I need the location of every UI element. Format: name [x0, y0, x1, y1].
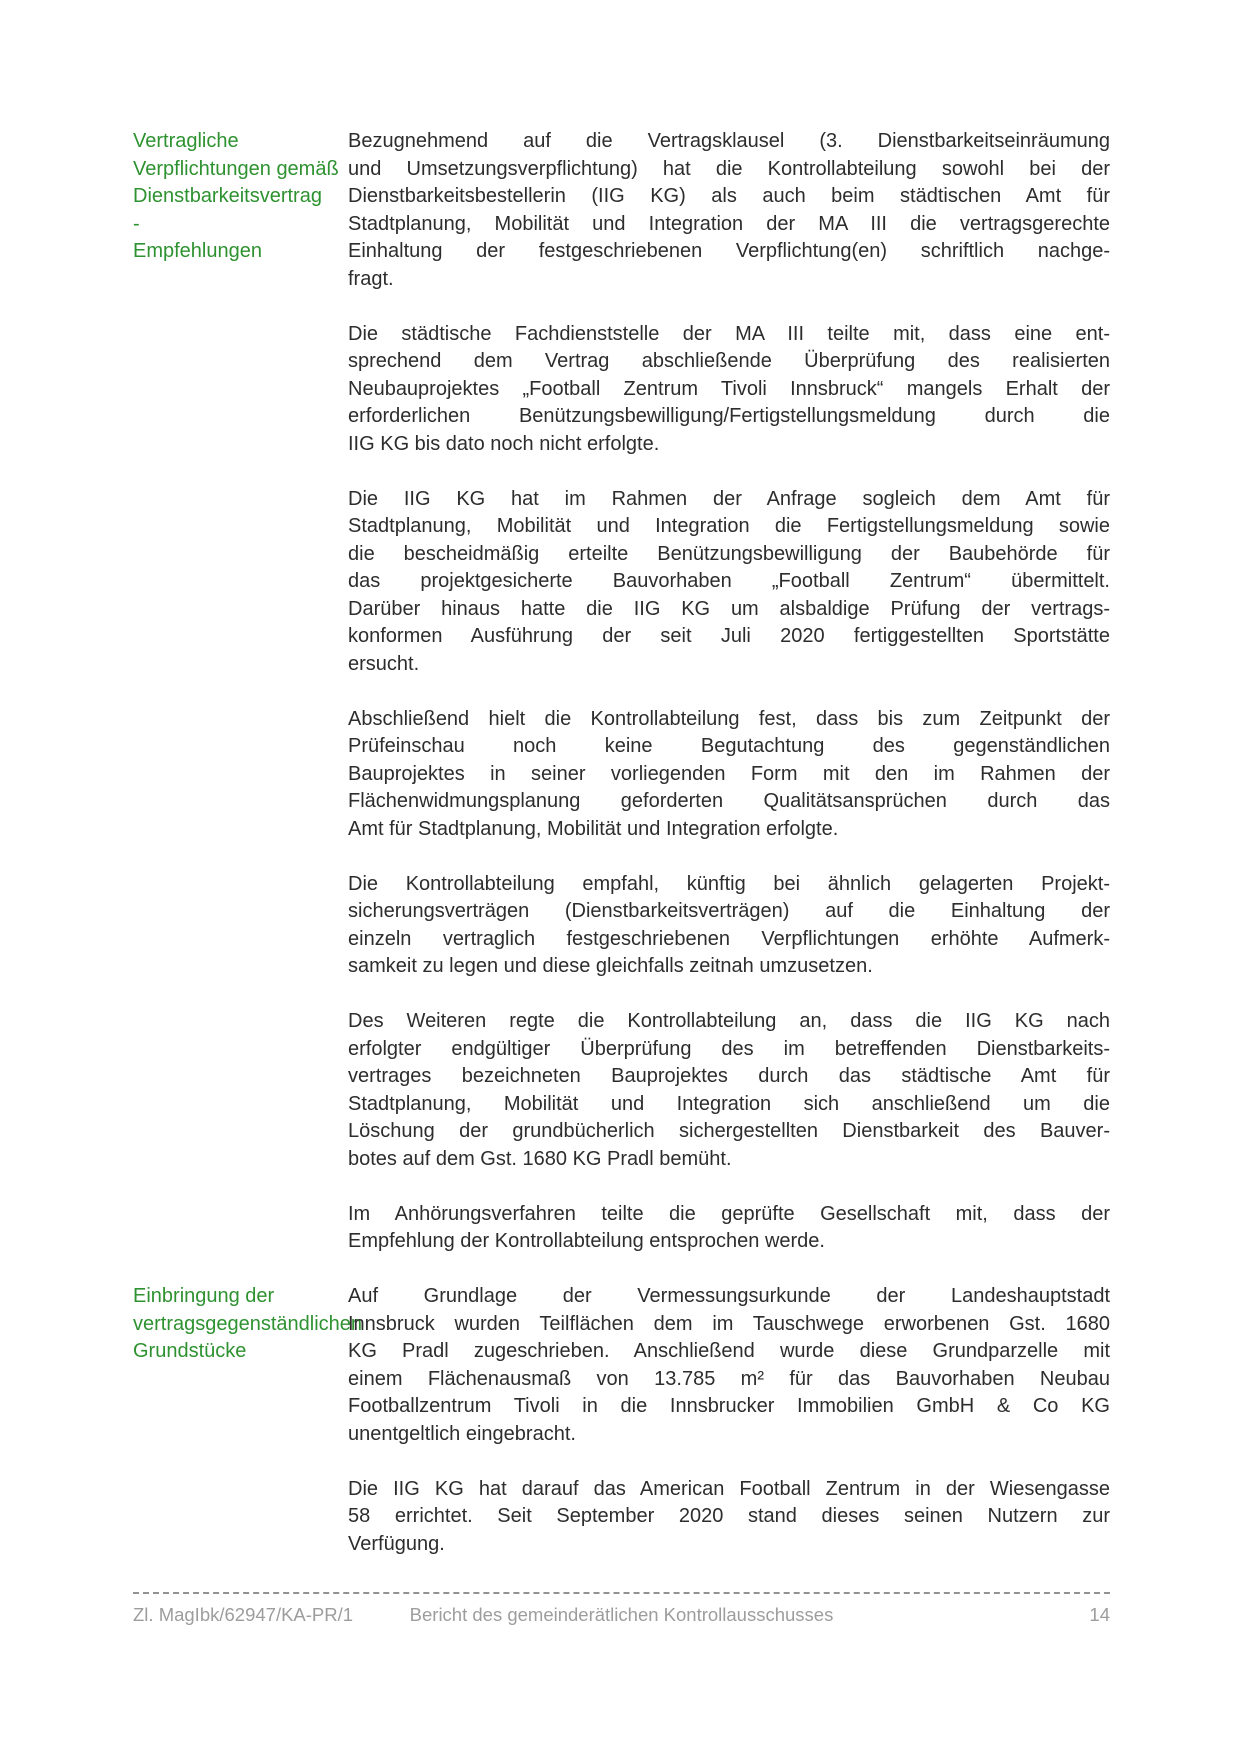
text-line: Verfügung.: [348, 1532, 445, 1555]
footer-page-number: 14: [1089, 1604, 1110, 1625]
text-line: Innsbruck wurden Teilflächen dem im Tauschwege erworbenen Gst. 1680: [348, 1312, 1110, 1335]
footer-reference-number: Zl. MagIbk/62947/KA-PR/1: [133, 1604, 354, 1625]
text-line: KG Pradl zugeschrieben. Anschließend wurde diese Grundparzelle mit: [348, 1340, 1110, 1362]
text-line: einzeln vertraglich festgeschriebenen Verpflichtungen erhöhte Aufmerk-: [348, 927, 1110, 950]
margin-heading-line: Grundstücke: [133, 1340, 247, 1362]
text-line: Neubauprojektes „Football Zentrum Tivoli Innsbruck“ mangels Erhalt der: [348, 377, 1110, 400]
margin-heading-line: Verpflichtungen gemäß: [133, 157, 339, 180]
report-section: [133, 1283, 1110, 1558]
text-line: vertrages bezeichneten Bauprojektes durch das städtische Amt für: [348, 1065, 1110, 1087]
text-line: konformen Ausführung der seit Juli 2020 fertiggestellten Sportstätte: [348, 625, 1110, 647]
text-line: Flächenwidmungsplanung geforderten Qualitätsansprüchen durch das: [348, 790, 1110, 812]
text-line: Empfehlung der Kontrollabteilung entsprochen werde.: [348, 1230, 825, 1252]
text-line: ersucht.: [348, 652, 420, 675]
text-line: Footballzentrum Tivoli in die Innsbrucker Immobilien GmbH & Co KG: [348, 1395, 1110, 1417]
margin-heading-line: vertragsgegenständlichen: [133, 1312, 363, 1335]
paragraph: [348, 1201, 1110, 1256]
margin-heading-line: Dienstbarkeitsvertrag: [133, 185, 322, 207]
text-line: die bescheidmäßig erteilte Benützungsbewilligung der Baubehörde für: [348, 542, 1110, 565]
text-line: Prüfeinschau noch keine Begutachtung des gegenständlichen: [348, 735, 1110, 757]
text-line: Darüber hinaus hatte die IIG KG um alsbaldige Prüfung der vertrags-: [348, 597, 1110, 620]
text-line: unentgeltlich eingebracht.: [348, 1422, 576, 1445]
text-line: fragt.: [348, 267, 394, 290]
text-line: Löschung der grundbücherlich sichergestellten Dienstbarkeit des Bauver-: [348, 1120, 1110, 1142]
text-line: erfolgter endgültiger Überprüfung des im betreffenden Dienstbarkeits-: [348, 1037, 1110, 1060]
text-line: IIG KG bis dato noch nicht erfolgte.: [348, 432, 660, 455]
text-line: und Umsetzungsverpflichtung) hat die Kontrollabteilung sowohl bei der: [348, 157, 1110, 180]
text-line: Bezugnehmend auf die Vertragsklausel (3. Dienstbarkeitseinräumung: [348, 130, 1110, 152]
report-section: [133, 128, 1110, 1256]
text-line: Bauprojektes in seiner vorliegenden Form mit den im Rahmen der: [348, 762, 1110, 785]
text-line: Im Anhörungsverfahren teilte die geprüfte Gesellschaft mit, dass der: [348, 1202, 1110, 1225]
text-line: Stadtplanung, Mobilität und Integration der MA III die vertragsgerechte: [348, 212, 1110, 235]
text-line: Abschließend hielt die Kontrollabteilung fest, dass bis zum Zeitpunkt der: [348, 707, 1110, 730]
text-line: Stadtplanung, Mobilität und Integration die Fertigstellungsmeldung sowie: [348, 515, 1110, 537]
section-body: [348, 128, 1110, 1256]
paragraph: [348, 871, 1110, 981]
paragraph: [348, 706, 1110, 844]
text-line: Die städtische Fachdienststelle der MA III teilte mit, dass eine ent-: [348, 322, 1110, 345]
text-line: 58 errichtet. Seit September 2020 stand dieses seinen Nutzern zur: [348, 1505, 1110, 1527]
text-line: Amt für Stadtplanung, Mobilität und Integration erfolgte.: [348, 817, 839, 840]
text-line: Des Weiteren regte die Kontrollabteilung an, dass die IIG KG nach: [348, 1010, 1110, 1032]
text-line: das projektgesicherte Bauvorhaben „Football Zentrum“ übermittelt.: [348, 570, 1110, 592]
text-line: Die IIG KG hat im Rahmen der Anfrage sogleich dem Amt für: [348, 487, 1110, 510]
paragraph: [348, 128, 1110, 293]
footer-document-title: Bericht des gemeinderätlichen Kontrollausschusses: [409, 1604, 834, 1625]
margin-heading-line: Empfehlungen: [133, 240, 262, 262]
margin-heading: [133, 128, 348, 266]
document-sections: [133, 128, 1110, 1558]
text-line: Dienstbarkeitsbestellerin (IIG KG) als auch beim städtischen Amt für: [348, 185, 1110, 207]
section-body: [348, 1283, 1110, 1558]
margin-heading-line: Einbringung der: [133, 1285, 275, 1307]
page-footer: [133, 1592, 1110, 1627]
paragraph: [348, 321, 1110, 459]
text-line: botes auf dem Gst. 1680 KG Pradl bemüht.: [348, 1147, 732, 1170]
paragraph: [348, 1476, 1110, 1559]
text-line: Die Kontrollabteilung empfahl, künftig bei ähnlich gelagerten Projekt-: [348, 872, 1110, 895]
text-line: samkeit zu legen und diese gleichfalls zeitnah umzusetzen.: [348, 955, 873, 977]
text-line: erforderlichen Benützungsbewilligung/Fertigstellungsmeldung durch die: [348, 405, 1110, 427]
margin-heading-line: Vertragliche: [133, 130, 239, 152]
text-line: Einhaltung der festgeschriebenen Verpflichtung(en) schriftlich nachge-: [348, 240, 1110, 262]
text-line: einem Flächenausmaß von 13.785 m² für das Bauvorhaben Neubau: [348, 1367, 1110, 1390]
text-line: sprechend dem Vertrag abschließende Überprüfung des realisierten: [348, 350, 1110, 372]
text-line: Die IIG KG hat darauf das American Football Zentrum in der Wiesengasse: [348, 1477, 1110, 1500]
margin-heading: [133, 1283, 363, 1366]
paragraph: [348, 1283, 1110, 1448]
text-line: Auf Grundlage der Vermessungsurkunde der Landeshauptstadt: [348, 1285, 1110, 1307]
text-line: Stadtplanung, Mobilität und Integration sich anschließend um die: [348, 1092, 1110, 1115]
paragraph: [348, 486, 1110, 679]
margin-heading-line: -: [133, 212, 140, 235]
text-line: sicherungsverträgen (Dienstbarkeitsverträgen) auf die Einhaltung der: [348, 900, 1110, 922]
paragraph: [348, 1008, 1110, 1173]
